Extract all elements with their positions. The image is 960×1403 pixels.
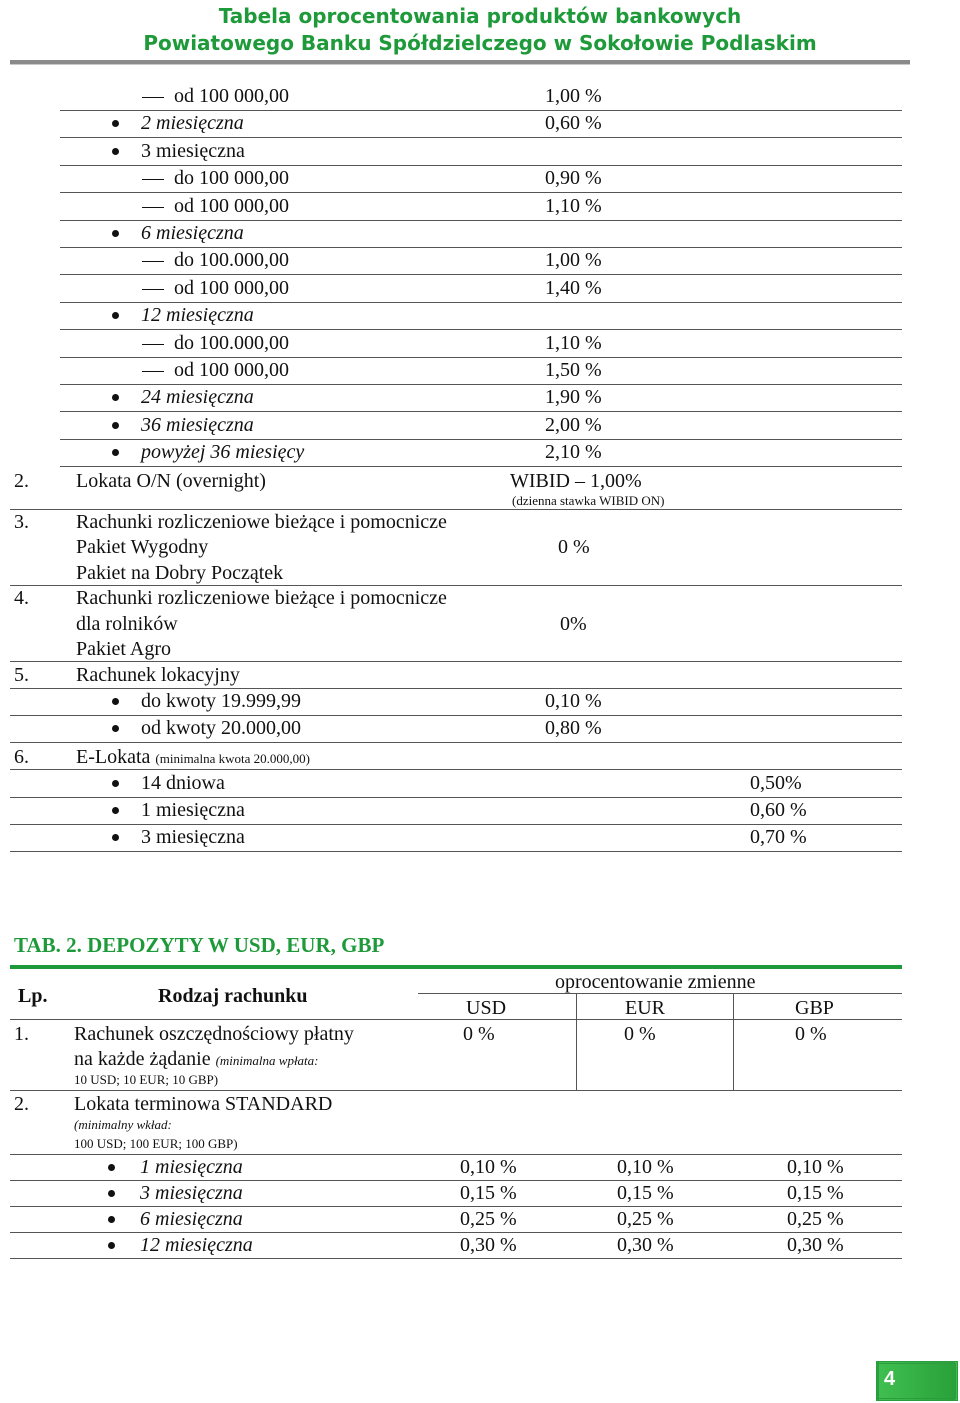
term-row-eur: 0,30 % bbox=[617, 1234, 674, 1256]
section-2-value: WIBID – 1,00% bbox=[510, 470, 642, 492]
elokata-row-label: 14 dniowa bbox=[141, 772, 225, 794]
elokata-row-label: 1 miesięczna bbox=[141, 799, 245, 821]
bullet-marker bbox=[112, 230, 119, 237]
t2-row2-note2: 100 USD; 100 EUR; 100 GBP) bbox=[74, 1136, 238, 1151]
section-5-label: Rachunek lokacyjny bbox=[76, 664, 240, 686]
term-row-gbp: 0,15 % bbox=[787, 1182, 844, 1204]
rate-row-label: od 100 000,00 bbox=[174, 359, 289, 381]
section-2-number: 2. bbox=[14, 470, 29, 492]
t2-row1-eur: 0 % bbox=[624, 1023, 656, 1045]
column-header-rate: oprocentowanie zmienne bbox=[555, 971, 756, 993]
t2-row1-line2: na każde żądanie bbox=[74, 1048, 211, 1070]
row-divider bbox=[10, 769, 902, 770]
rate-row-value: 1,40 % bbox=[545, 276, 602, 299]
bullet-marker bbox=[112, 394, 119, 401]
bullet-marker bbox=[112, 780, 119, 787]
section-6-number: 6. bbox=[14, 746, 29, 768]
rate-row-value: 0,60 % bbox=[545, 112, 602, 135]
deposit-row-value: 0,10 % bbox=[545, 690, 602, 712]
column-header-eur: EUR bbox=[625, 997, 665, 1019]
t2-row2-line1: Lokata terminowa STANDARD bbox=[74, 1093, 333, 1115]
section-6-title bbox=[76, 745, 310, 771]
t2-row1-note1: (minimalna wpłata: bbox=[215, 1053, 319, 1068]
bullet-marker bbox=[112, 725, 119, 732]
section-4-line1: Rachunki rozliczeniowe bieżące i pomocnicze bbox=[76, 587, 447, 609]
term-row-gbp: 0,30 % bbox=[787, 1234, 844, 1256]
column-divider bbox=[733, 994, 734, 1090]
dash-marker bbox=[142, 207, 164, 208]
bullet-marker bbox=[112, 834, 119, 841]
bullet-marker bbox=[108, 1242, 115, 1249]
rate-row-value: 2,10 % bbox=[545, 441, 602, 464]
term-row-label: 6 miesięczna bbox=[140, 1208, 243, 1230]
rate-row-label: 12 miesięczna bbox=[141, 304, 254, 327]
bullet-marker bbox=[112, 698, 119, 705]
term-row-usd: 0,30 % bbox=[460, 1234, 517, 1256]
deposit-row-label: od kwoty 20.000,00 bbox=[141, 717, 301, 739]
elokata-row-value: 0,70 % bbox=[750, 826, 807, 848]
dash-marker bbox=[142, 344, 164, 345]
bullet-marker bbox=[112, 449, 119, 456]
rate-row-value: 1,00 % bbox=[545, 85, 602, 107]
term-row-gbp: 0,25 % bbox=[787, 1208, 844, 1230]
rate-row-label: 24 miesięczna bbox=[141, 386, 254, 409]
dash-marker bbox=[142, 371, 164, 372]
term-row-usd: 0,10 % bbox=[460, 1156, 517, 1178]
row-divider bbox=[10, 661, 902, 662]
section-3-line3: Pakiet na Dobry Początek bbox=[76, 562, 284, 584]
rate-row-label: od 100 000,00 bbox=[174, 276, 289, 299]
deposit-row-label: do kwoty 19.999,99 bbox=[141, 690, 301, 712]
header-bottom-line bbox=[10, 1019, 902, 1020]
elokata-row-value: 0,50% bbox=[750, 772, 802, 794]
section-4-line2: dla rolników bbox=[76, 613, 178, 635]
dash-marker bbox=[142, 179, 164, 180]
t2-row1-number: 1. bbox=[14, 1023, 29, 1045]
column-header-type: Rodzaj rachunku bbox=[158, 985, 308, 1007]
section-4-value: 0% bbox=[560, 613, 587, 635]
row-divider bbox=[10, 742, 902, 743]
row-divider bbox=[10, 1090, 902, 1091]
rate-row-value: 2,00 % bbox=[545, 413, 602, 436]
t2-row1-note2: 10 USD; 10 EUR; 10 GBP) bbox=[74, 1072, 219, 1087]
section-3-line2: Pakiet Wygodny bbox=[76, 536, 209, 558]
term-row-usd: 0,25 % bbox=[460, 1208, 517, 1230]
t2-row1-gbp: 0 % bbox=[795, 1023, 827, 1045]
rate-row-label: od 100 000,00 bbox=[174, 194, 289, 217]
page-number: 4 bbox=[884, 1368, 896, 1390]
elokata-row-value: 0,60 % bbox=[750, 799, 807, 821]
elokata-row-label: 3 miesięczna bbox=[141, 826, 245, 848]
term-row-eur: 0,10 % bbox=[617, 1156, 674, 1178]
section-2-label: Lokata O/N (overnight) bbox=[76, 470, 266, 492]
row-divider bbox=[60, 466, 902, 467]
column-header-usd: USD bbox=[466, 997, 507, 1019]
section-4-number: 4. bbox=[14, 587, 29, 609]
bullet-marker bbox=[108, 1190, 115, 1197]
section-3-value: 0 % bbox=[558, 536, 590, 558]
section-3-line1: Rachunki rozliczeniowe bieżące i pomocnicze bbox=[76, 511, 447, 533]
term-row-label: 12 miesięczna bbox=[140, 1234, 253, 1256]
rate-row-label: do 100 000,00 bbox=[174, 167, 289, 190]
section-6-note: (minimalna kwota 20.000,00) bbox=[155, 751, 310, 766]
row-divider bbox=[10, 851, 902, 852]
table-2-title: TAB. 2. DEPOZYTY W USD, EUR, GBP bbox=[14, 933, 385, 957]
bullet-marker bbox=[112, 422, 119, 429]
column-header-lp: Lp. bbox=[18, 985, 48, 1007]
bullet-marker bbox=[112, 312, 119, 319]
t2-row1-line2-wrap bbox=[74, 1047, 319, 1073]
bullet-marker bbox=[112, 148, 119, 155]
rate-row-value: 1,10 % bbox=[545, 331, 602, 354]
section-2-note: (dzienna stawka WIBID ON) bbox=[512, 493, 665, 508]
term-row-gbp: 0,10 % bbox=[787, 1156, 844, 1178]
term-row-eur: 0,15 % bbox=[617, 1182, 674, 1204]
bullet-marker bbox=[112, 120, 119, 127]
bullet-marker bbox=[112, 807, 119, 814]
header-subdivider bbox=[418, 993, 902, 994]
header-title-line1: Tabela oprocentowania produktów bankowych bbox=[218, 4, 742, 28]
term-row-usd: 0,15 % bbox=[460, 1182, 517, 1204]
rate-row-value: 1,90 % bbox=[545, 386, 602, 409]
dash-marker bbox=[142, 289, 164, 290]
table-2-title-rule bbox=[10, 965, 902, 969]
header-divider-thin bbox=[10, 64, 910, 65]
column-divider bbox=[576, 994, 577, 1090]
term-row-label: 3 miesięczna bbox=[140, 1182, 243, 1204]
rate-row-label: 3 miesięczna bbox=[141, 139, 245, 162]
rate-row-value: 1,00 % bbox=[545, 249, 602, 272]
row-divider bbox=[10, 1258, 902, 1259]
dash-marker bbox=[142, 97, 164, 98]
rate-row-label: do 100.000,00 bbox=[174, 331, 289, 354]
rate-row-label: od 100 000,00 bbox=[174, 85, 289, 107]
bullet-marker bbox=[108, 1216, 115, 1223]
header-title-line2: Powiatowego Banku Spółdzielczego w Sokołowie Podlaskim bbox=[143, 31, 817, 55]
rate-row-value: 1,50 % bbox=[545, 359, 602, 381]
section-6-label: E-Lokata bbox=[76, 746, 151, 768]
rate-row-label: 6 miesięczna bbox=[141, 222, 244, 244]
term-row-label: 1 miesięczna bbox=[140, 1156, 243, 1178]
rate-row-value: 1,10 % bbox=[545, 194, 602, 217]
bullet-marker bbox=[108, 1164, 115, 1171]
section-3-number: 3. bbox=[14, 511, 29, 533]
rate-row-value: 0,90 % bbox=[545, 167, 602, 190]
rate-row-label: powyżej 36 miesięcy bbox=[141, 441, 305, 464]
section-4-line3: Pakiet Agro bbox=[76, 638, 171, 660]
t2-row2-number: 2. bbox=[14, 1093, 29, 1115]
column-header-gbp: GBP bbox=[795, 997, 834, 1019]
rate-row-label: do 100.000,00 bbox=[174, 249, 289, 272]
t2-row1-usd: 0 % bbox=[463, 1023, 495, 1045]
t2-row1-line1: Rachunek oszczędnościowy płatny bbox=[74, 1023, 354, 1045]
rate-row-label: 2 miesięczna bbox=[141, 112, 244, 135]
deposit-row-value: 0,80 % bbox=[545, 717, 602, 739]
dash-marker bbox=[142, 261, 164, 262]
rate-row-label: 36 miesięczna bbox=[141, 413, 254, 436]
t2-row2-note1: (minimalny wkład: bbox=[74, 1117, 172, 1132]
term-row-eur: 0,25 % bbox=[617, 1208, 674, 1230]
section-5-number: 5. bbox=[14, 664, 29, 686]
